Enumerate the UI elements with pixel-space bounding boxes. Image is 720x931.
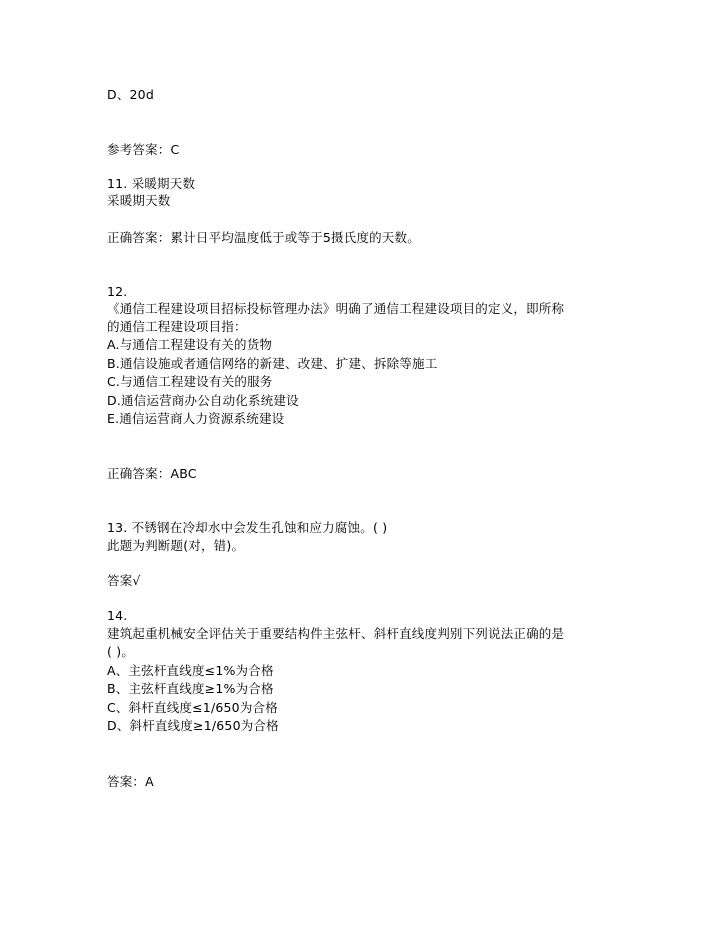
q12-option-c: C.与通信工程建设有关的服务 (107, 374, 273, 389)
q14-stem-line1: 建筑起重机械安全评估关于重要结构件主弦杆、斜杆直线度判别下列说法正确的是 (107, 626, 565, 641)
q14-option-b: B、主弦杆直线度≥1%为合格 (107, 681, 274, 696)
q10-answer: 参考答案：C (107, 142, 180, 157)
q11-stem: 采暖期天数 (107, 193, 171, 208)
q11-heading: 11. 采暖期天数 (107, 176, 196, 191)
q12-answer: 正确答案：ABC (107, 466, 197, 481)
q12-stem-line1: 《通信工程建设项目招标投标管理办法》明确了通信工程建设项目的定义，即所称 (107, 301, 565, 316)
q14-stem-line2: ( )。 (107, 644, 135, 659)
q14-option-d: D、斜杆直线度≥1/650为合格 (107, 718, 279, 733)
q14-answer: 答案：A (107, 774, 154, 789)
q12-stem-line2: 的通信工程建设项目指： (107, 319, 247, 334)
q13-heading: 13. 不锈钢在冷却水中会发生孔蚀和应力腐蚀。( ) (107, 520, 388, 535)
q13-answer: 答案√ (107, 573, 141, 588)
q14-option-a: A、主弦杆直线度≤1%为合格 (107, 663, 274, 678)
q10-option-d: D、20d (107, 87, 154, 102)
q12-option-a: A.与通信工程建设有关的货物 (107, 337, 273, 352)
q14-option-c: C、斜杆直线度≤1/650为合格 (107, 700, 278, 715)
q14-number: 14. (107, 608, 128, 623)
q12-option-e: E.通信运营商人力资源系统建设 (107, 411, 285, 426)
q13-stem: 此题为判断题(对，错)。 (107, 538, 245, 553)
q12-number: 12. (107, 284, 128, 299)
q12-option-d: D.通信运营商办公自动化系统建设 (107, 393, 299, 408)
q12-option-b: B.通信设施或者通信网络的新建、改建、扩建、拆除等施工 (107, 356, 438, 371)
q11-answer: 正确答案：累计日平均温度低于或等于5摄氏度的天数。 (107, 230, 420, 245)
